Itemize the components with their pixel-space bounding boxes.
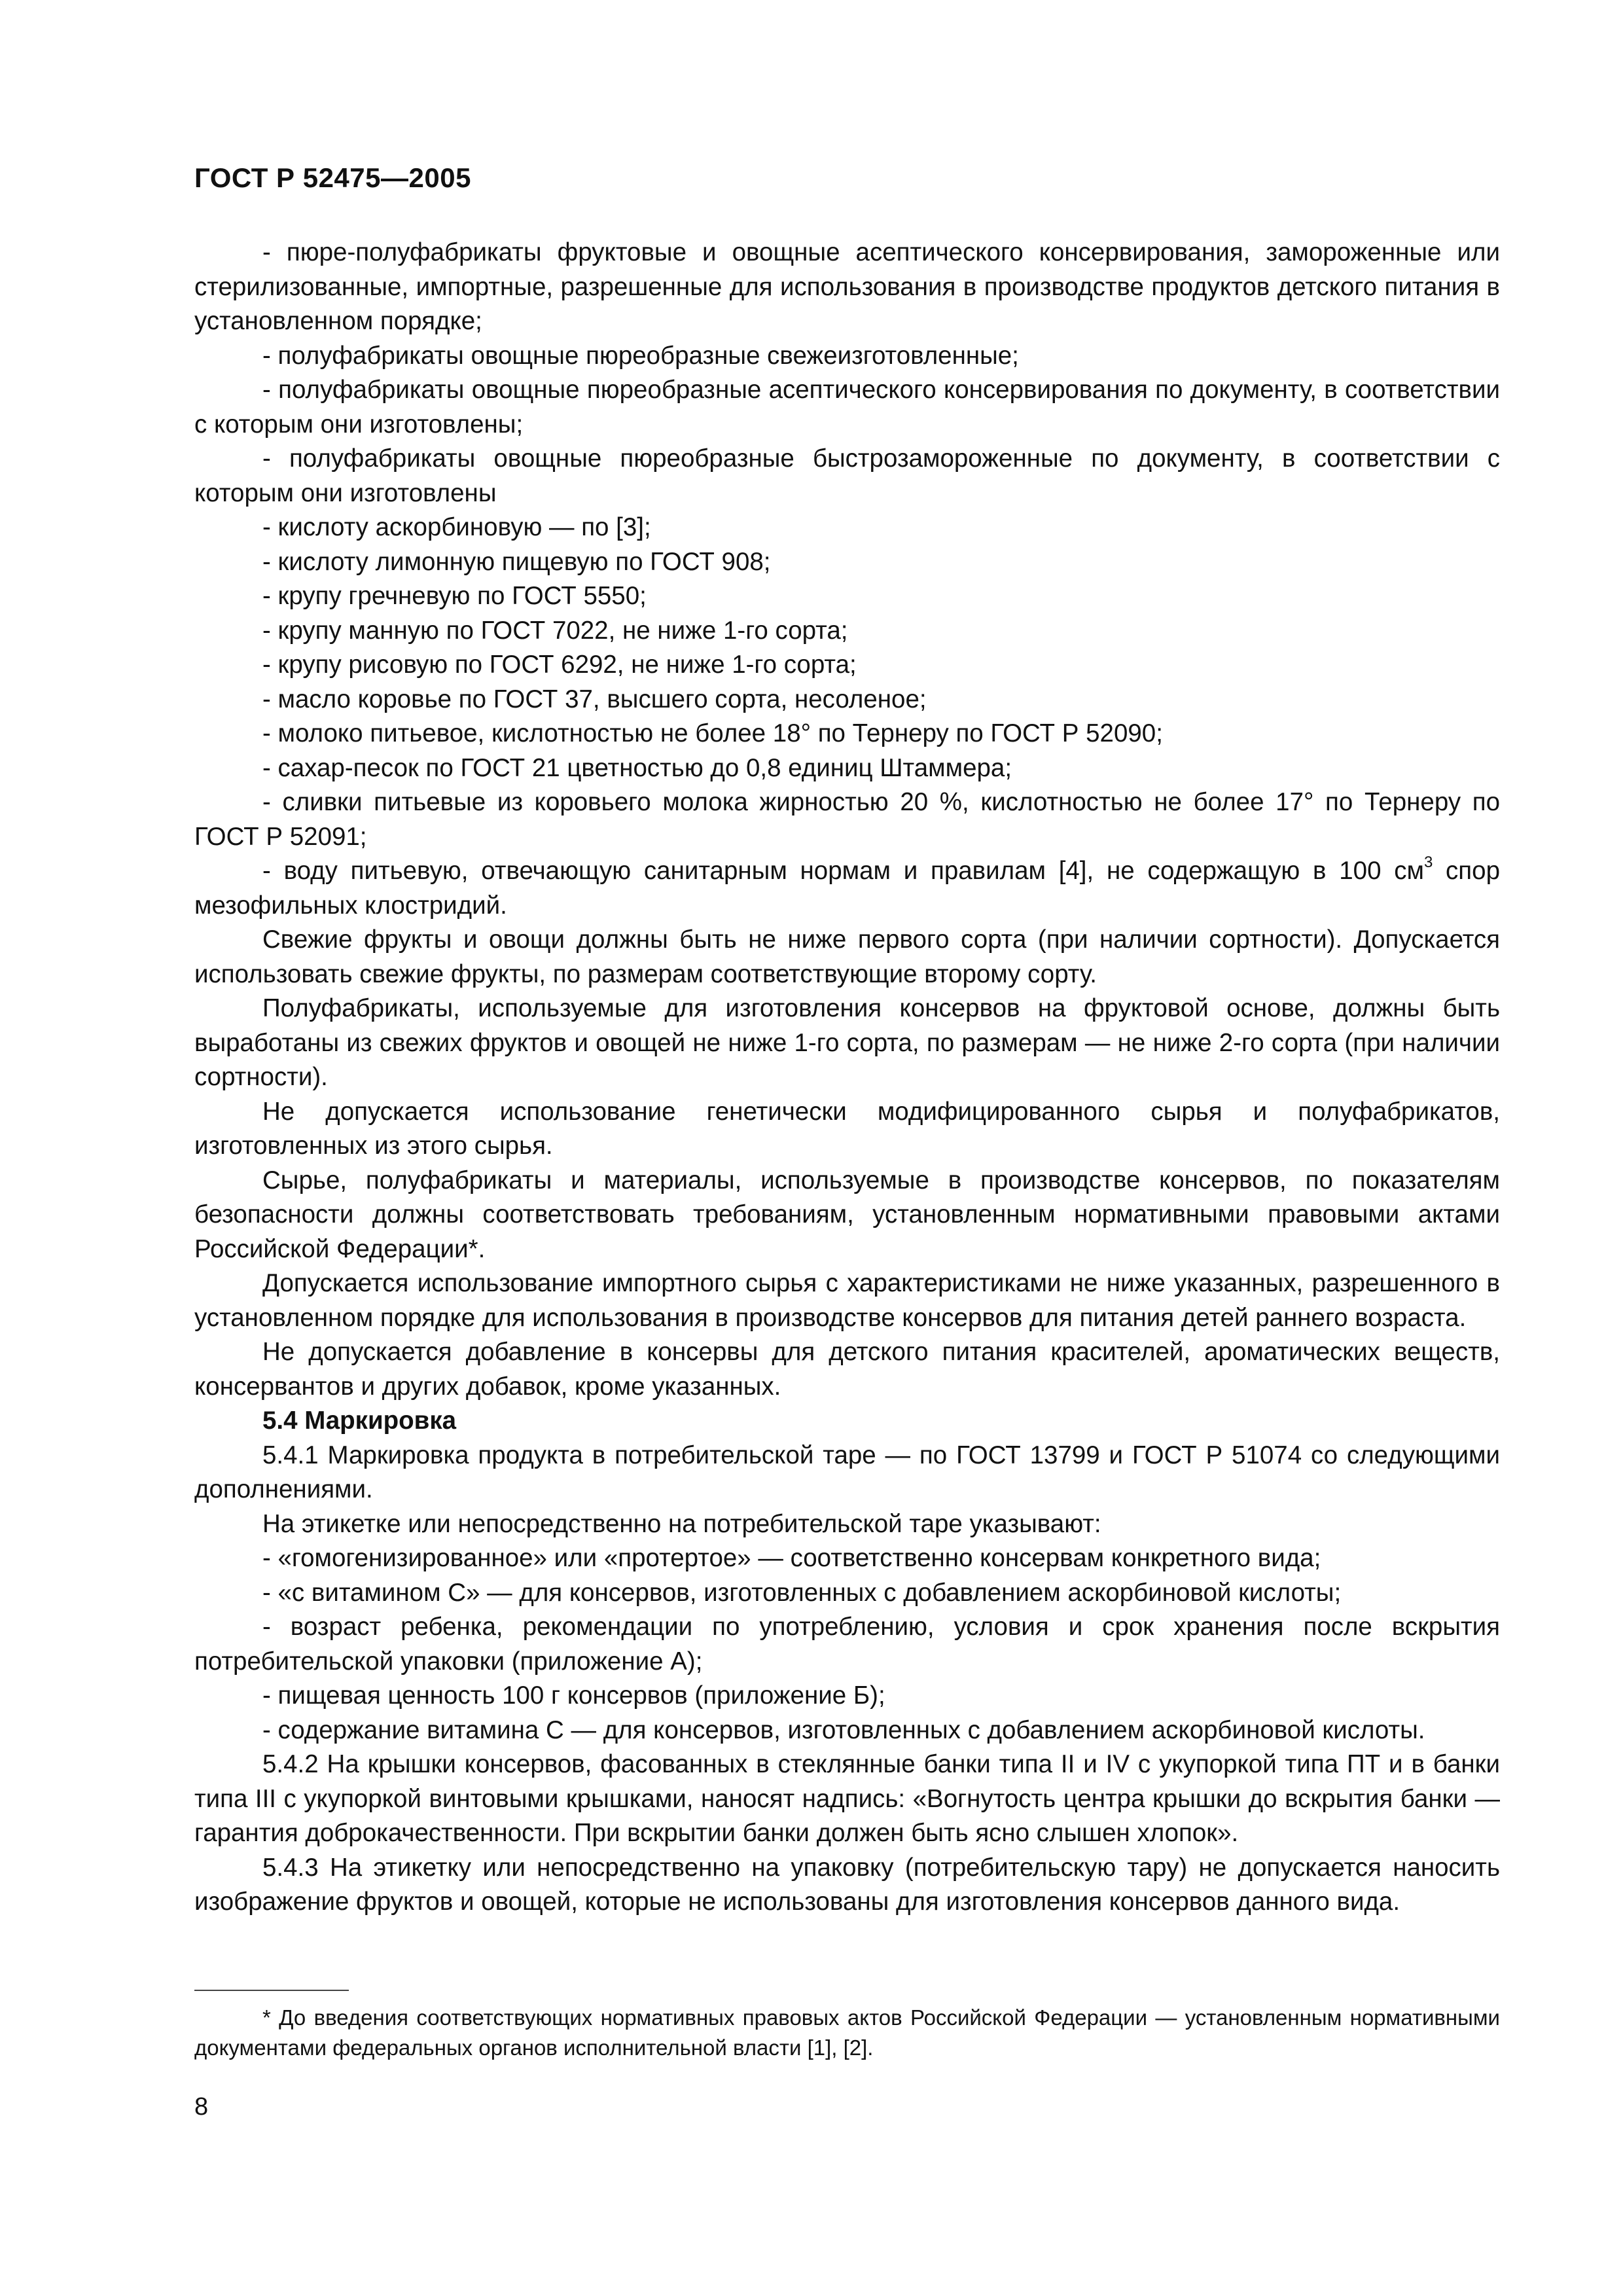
paragraph: 5.4.3 На этикетку или непосредственно на упаковку (потребительскую тару) не допускается наносить изображение фруктов и овощей, которые не использованы для изготовления консервов данного вида. — [194, 1853, 1500, 1916]
list-item: - «гомогенизированное» или «протертое» — соответственно консервам конкретного вида; — [262, 1544, 1321, 1572]
list-item: - полуфабрикаты овощные пюреобразные свежеизготовленные; — [262, 341, 1019, 370]
paragraph: Свежие фрукты и овощи должны быть не ниже первого сорта (при наличии сортности). Допускается использовать свежие фрукты, по размерам соответствующие второму сорту. — [194, 925, 1500, 988]
paragraph: Полуфабрикаты, используемые для изготовления консервов на фруктовой основе, должны быть выработаны из свежих фруктов и овощей не ниже 1-го сорта, по размерам — не ниже 2-го сорта (при наличии сортности). — [194, 994, 1500, 1091]
list-item: - сахар-песок по ГОСТ 21 цветностью до 0,8 единиц Штаммера; — [262, 753, 1012, 782]
paragraph: Не допускается использование генетически модифицированного сырья и полуфабрикатов, изготовленных из этого сырья. — [194, 1097, 1500, 1160]
document-header: ГОСТ Р 52475—2005 — [194, 162, 471, 193]
list-item: - молоко питьевое, кислотностью не более 18° по Тернеру по ГОСТ Р 52090; — [262, 719, 1163, 747]
list-item: - крупу гречневую по ГОСТ 5550; — [262, 582, 647, 610]
list-item: - масло коровье по ГОСТ 37, высшего сорта, несоленое; — [262, 685, 927, 713]
list-item: - полуфабрикаты овощные пюреобразные асептического консервирования по документу, в соответствии с которым они изготовлены; — [194, 376, 1500, 439]
page-number: 8 — [194, 2093, 209, 2121]
list-item: - возраст ребенка, рекомендации по употреблению, условия и срок хранения после вскрытия потребительской упаковки (приложение А); — [194, 1613, 1500, 1676]
list-item: - пюре-полуфабрикаты фруктовые и овощные асептического консервирования, замороженные или стерилизованные, импортные, разрешенные для использования в производстве продуктов детского питания в установленном порядке; — [194, 238, 1500, 335]
water-text-after: спор мезофильных клостридий. — [194, 857, 1500, 920]
paragraph: Не допускается добавление в консервы для детского питания красителей, ароматических веществ, консервантов и других добавок, кроме указанных. — [194, 1338, 1500, 1401]
list-item: - крупу манную по ГОСТ 7022, не ниже 1-го сорта; — [262, 616, 848, 645]
list-item-water — [194, 854, 1500, 923]
paragraph: 5.4.2 На крышки консервов, фасованных в стеклянные банки типа II и IV с укупоркой типа ПТ и в банки типа III с укупоркой винтовыми крышками, наносят надпись: «Вогнутость центра крышки до вскрытия банки — гарантия доброкачественности. При вскрытии банки должен быть ясно слышен хлопок». — [194, 1750, 1500, 1847]
paragraph: Сырье, полуфабрикаты и материалы, используемые в производстве консервов, по показателям безопасности должны соответствовать требованиям, установленным нормативными правовыми актами Российской Федерации*. — [194, 1166, 1500, 1263]
list-item: - пищевая ценность 100 г консервов (приложение Б); — [262, 1681, 885, 1710]
footnote: * До введения соответствующих нормативных правовых актов Российской Федерации — установленным нормативными документами федеральных органов исполнительной власти [1], [2]. — [194, 2005, 1500, 2060]
list-item: - полуфабрикаты овощные пюреобразные быстрозамороженные по документу, в соответствии с которым они изготовлены — [194, 444, 1500, 507]
section-heading: 5.4 Маркировка — [262, 1407, 457, 1435]
list-item: - содержание витамина С — для консервов, изготовленных с добавлением аскорбиновой кислоты. — [262, 1715, 1425, 1744]
list-item: - «с витамином С» — для консервов, изготовленных с добавлением аскорбиновой кислоты; — [262, 1578, 1342, 1607]
list-item: - кислоту лимонную пищевую по ГОСТ 908; — [262, 547, 771, 576]
list-item: - крупу рисовую по ГОСТ 6292, не ниже 1-го сорта; — [262, 651, 857, 679]
document-body — [194, 236, 1500, 1920]
list-item: - сливки питьевые из коровьего молока жирностью 20 %, кислотностью не более 17° по Тернеру по ГОСТ Р 52091; — [194, 788, 1500, 851]
paragraph: 5.4.1 Маркировка продукта в потребительской таре — по ГОСТ 13799 и ГОСТ Р 51074 со следующими дополнениями. — [194, 1441, 1500, 1503]
footnote-divider — [194, 1990, 349, 1991]
paragraph: На этикетке или непосредственно на потребительской таре указывают: — [262, 1509, 1101, 1538]
list-item: - кислоту аскорбиновую — по [3]; — [262, 513, 651, 541]
water-text-before: - воду питьевую, отвечающую санитарным нормам и правилам [4], не содержащую в 100 см — [262, 857, 1424, 885]
paragraph: Допускается использование импортного сырья с характеристиками не ниже указанных, разрешенного в установленном порядке для использования в производстве консервов для питания детей раннего возраста. — [194, 1269, 1500, 1332]
superscript: 3 — [1423, 853, 1433, 872]
